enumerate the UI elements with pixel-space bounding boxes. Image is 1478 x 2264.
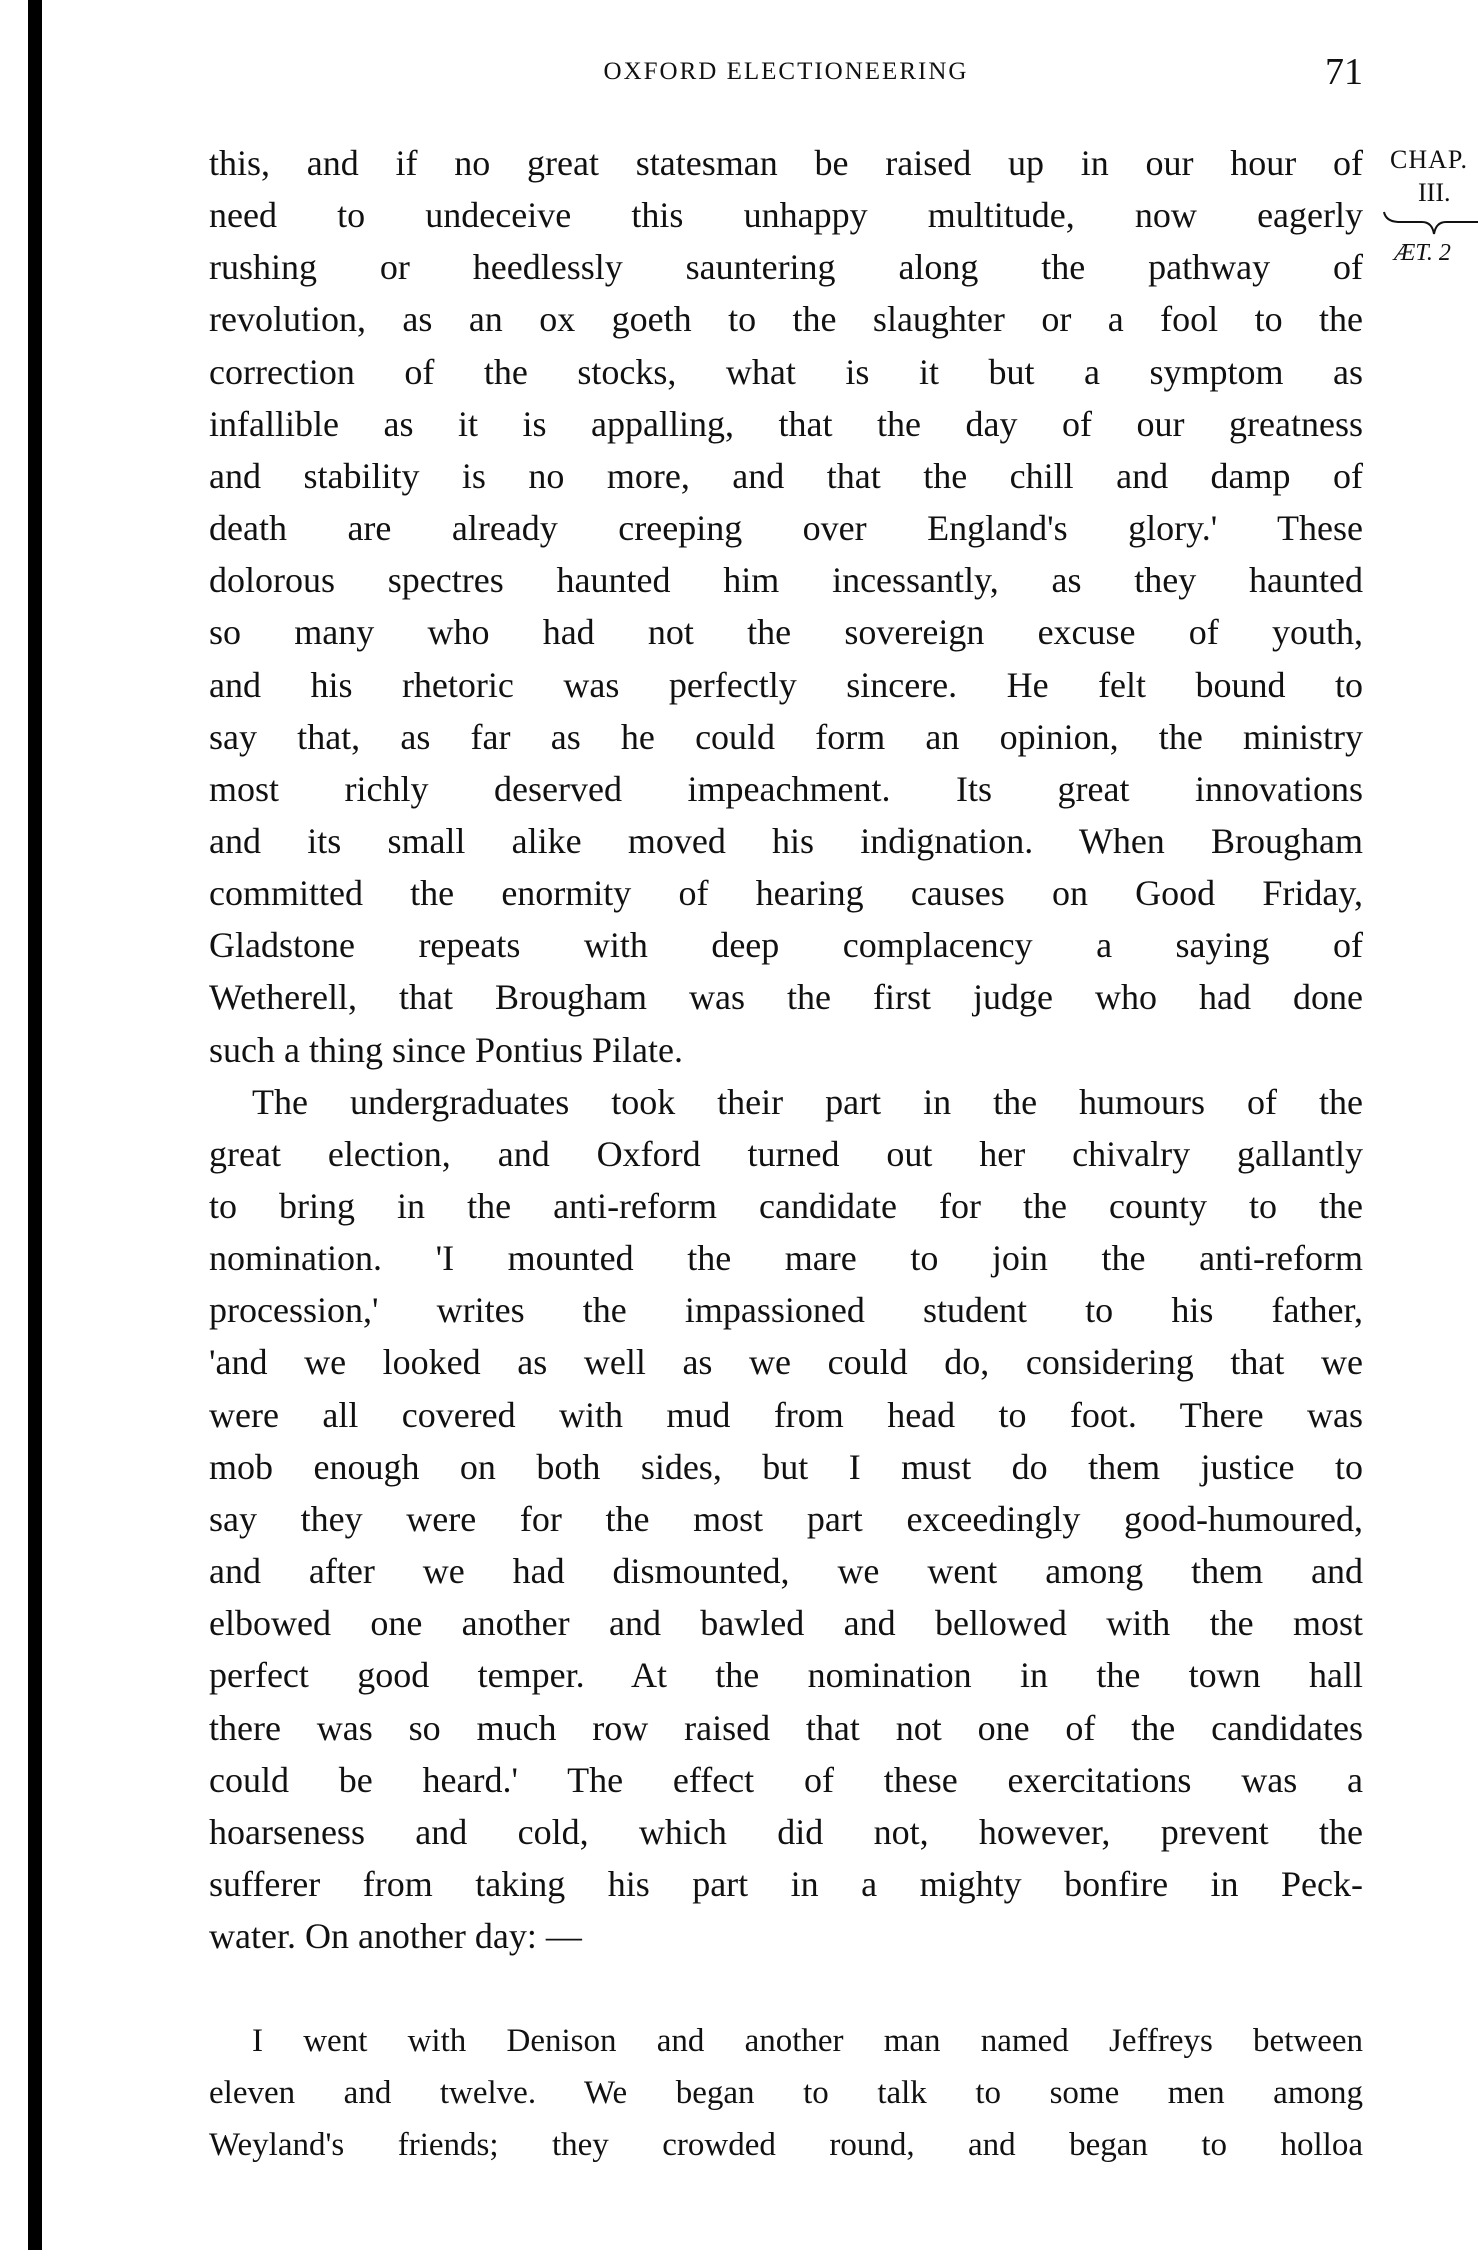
marginal-chapter-number: III. <box>1418 178 1451 207</box>
text-line: and after we had dismounted, we went among them and <box>209 1551 1363 1592</box>
text-line: committed the enormity of hearing causes on Good Friday, <box>209 873 1363 914</box>
text-line: were all covered with mud from head to foot. There was <box>209 1394 1363 1435</box>
brace-mark <box>1382 208 1478 238</box>
text-line: water. On another day: — <box>209 1916 582 1957</box>
quote-line: eleven and twelve. We began to talk to some men among <box>209 2075 1363 2111</box>
page-header <box>209 50 1363 93</box>
text-line: to bring in the anti-reform candidate for the county to the <box>209 1186 1363 1226</box>
text-line: Gladstone repeats with deep complacency a saying of <box>209 925 1363 966</box>
text-line: The undergraduates took their part in the humours of the <box>252 1081 1363 1122</box>
text-line: rushing or heedlessly sauntering along the pathway of <box>209 247 1363 288</box>
page-number: 71 <box>1325 51 1363 93</box>
text-line: so many who had not the sovereign excuse of youth, <box>209 612 1363 653</box>
text-line: could be heard.' The effect of these exercitations was a <box>209 1759 1363 1800</box>
text-line: such a thing since Pontius Pilate. <box>209 1029 683 1070</box>
running-title: OXFORD ELECTIONEERING <box>603 58 969 85</box>
text-line: revolution, as an ox goeth to the slaughter or a fool to the <box>209 299 1363 340</box>
page-edge-bar <box>28 0 42 2250</box>
text-line: hoarseness and cold, which did not, however, prevent the <box>209 1811 1363 1852</box>
text-line: correction of the stocks, what is it but a symptom as <box>209 351 1363 392</box>
text-line: dolorous spectres haunted him incessantly, as they haunted <box>209 560 1363 601</box>
text-line: and stability is no more, and that the chill and damp of <box>209 455 1363 496</box>
text-line: sufferer from taking his part in a mighty bonfire in Peck- <box>209 1863 1363 1904</box>
text-line: mob enough on both sides, but I must do them justice to <box>209 1446 1363 1487</box>
text-line: 'and we looked as well as we could do, considering that we <box>209 1342 1363 1383</box>
text-line: nomination. 'I mounted the mare to join the anti-reform <box>209 1238 1363 1279</box>
text-line: great election, and Oxford turned out her chivalry gallantly <box>209 1133 1363 1174</box>
text-line: procession,' writes the impassioned student to his father, <box>209 1290 1363 1331</box>
text-line: perfect good temper. At the nomination in the town hall <box>209 1655 1363 1696</box>
marginal-chapter: CHAP. <box>1390 145 1468 174</box>
text-line: Wetherell, that Brougham was the first judge who had done <box>209 977 1363 1018</box>
text-line: elbowed one another and bawled and bellowed with the most <box>209 1603 1363 1644</box>
text-line: this, and if no great statesman be raised up in our hour of <box>209 143 1363 183</box>
text-line: say that, as far as he could form an opinion, the ministry <box>209 716 1363 757</box>
text-line: and its small alike moved his indignation. When Brougham <box>209 820 1363 861</box>
marginal-age: ÆT. 2 <box>1394 240 1451 266</box>
text-line: and his rhetoric was perfectly sincere. He felt bound to <box>209 664 1363 705</box>
text-line: death are already creeping over England's glory.' These <box>209 508 1363 549</box>
text-line: say they were for the most part exceedingly good-humoured, <box>209 1498 1363 1539</box>
quote-line: I went with Denison and another man named Jeffreys between <box>252 2023 1363 2059</box>
text-line: there was so much row raised that not one of the candidates <box>209 1707 1363 1748</box>
quote-line: Weyland's friends; they crowded round, and began to holloa <box>209 2127 1363 2163</box>
text-line: infallible as it is appalling, that the day of our greatness <box>209 403 1363 444</box>
text-line: need to undeceive this unhappy multitude, now eagerly <box>209 195 1363 236</box>
text-line: most richly deserved impeachment. Its great innovations <box>209 768 1363 809</box>
